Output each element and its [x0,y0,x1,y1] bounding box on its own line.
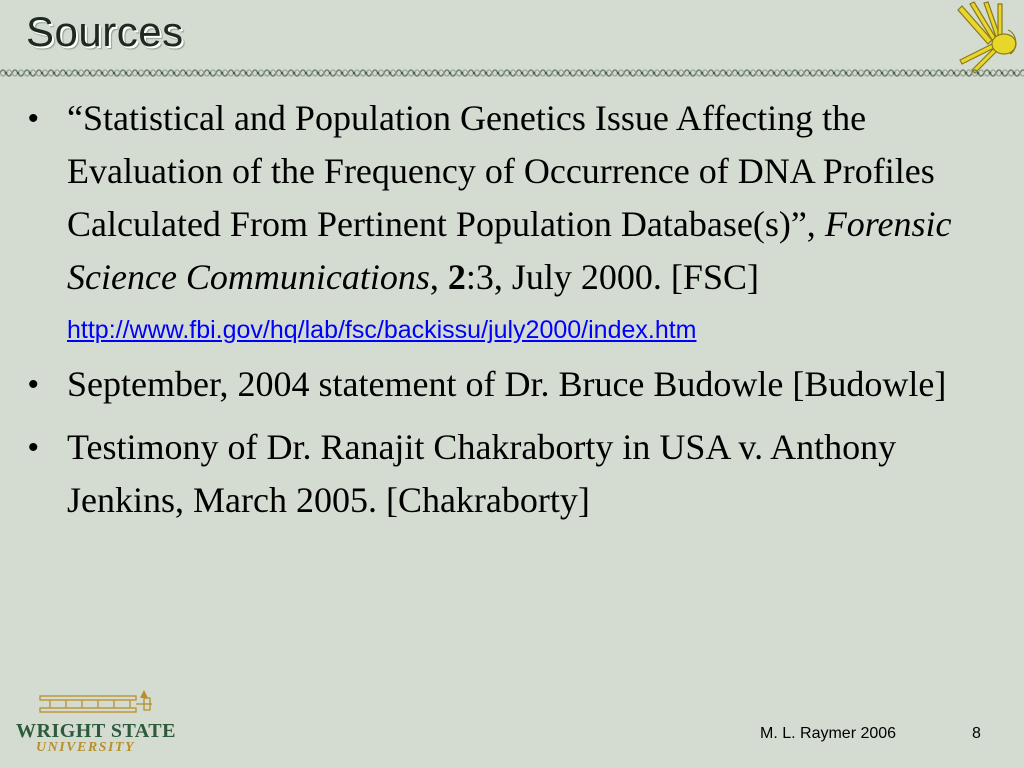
wheat-logo-icon [952,0,1022,74]
decorative-divider [0,66,1024,80]
logo-university-text: UNIVERSITY [36,740,136,755]
logo-wright-state-text: WRIGHT STATE [16,720,176,742]
fsc-journal: Forensic Science Communications [67,204,952,297]
footer-author: M. L. Raymer 2006 [760,725,897,742]
fsc-comma: , [429,257,448,297]
fsc-citation [67,98,951,297]
bullet-marker: • [28,102,39,135]
wright-state-logo [16,690,176,760]
page-number: 8 [972,725,981,742]
fsc-link[interactable]: http://www.fbi.gov/hq/lab/fsc/backissu/july2000/index.htm [67,316,697,344]
fsc-issue-date: :3, July 2000. [FSC] [465,257,759,297]
slide-title: Sources [26,8,184,55]
fsc-volume: 2 [447,257,466,297]
fsc-quote: “Statistical and Population Genetics Issue Affecting the Evaluation of the Frequency of Occurrence of DNA Profiles Calculated From Pertinent Population Database(s)”, [67,98,935,244]
bullet-item-fsc [26,92,996,348]
bullet-item-budowle [26,358,996,411]
chakraborty-testimony: Testimony of Dr. Ranajit Chakraborty in USA v. Anthony Jenkins, March 2005. [Chakraborty] [67,427,897,520]
budowle-statement: September, 2004 statement of Dr. Bruce Budowle [Budowle] [67,364,947,404]
bullet-marker: • [28,431,39,464]
bullet-marker: • [28,368,39,401]
bullet-list [26,92,996,537]
wright-flyer-icon [36,690,156,720]
bullet-item-chakraborty [26,421,996,527]
